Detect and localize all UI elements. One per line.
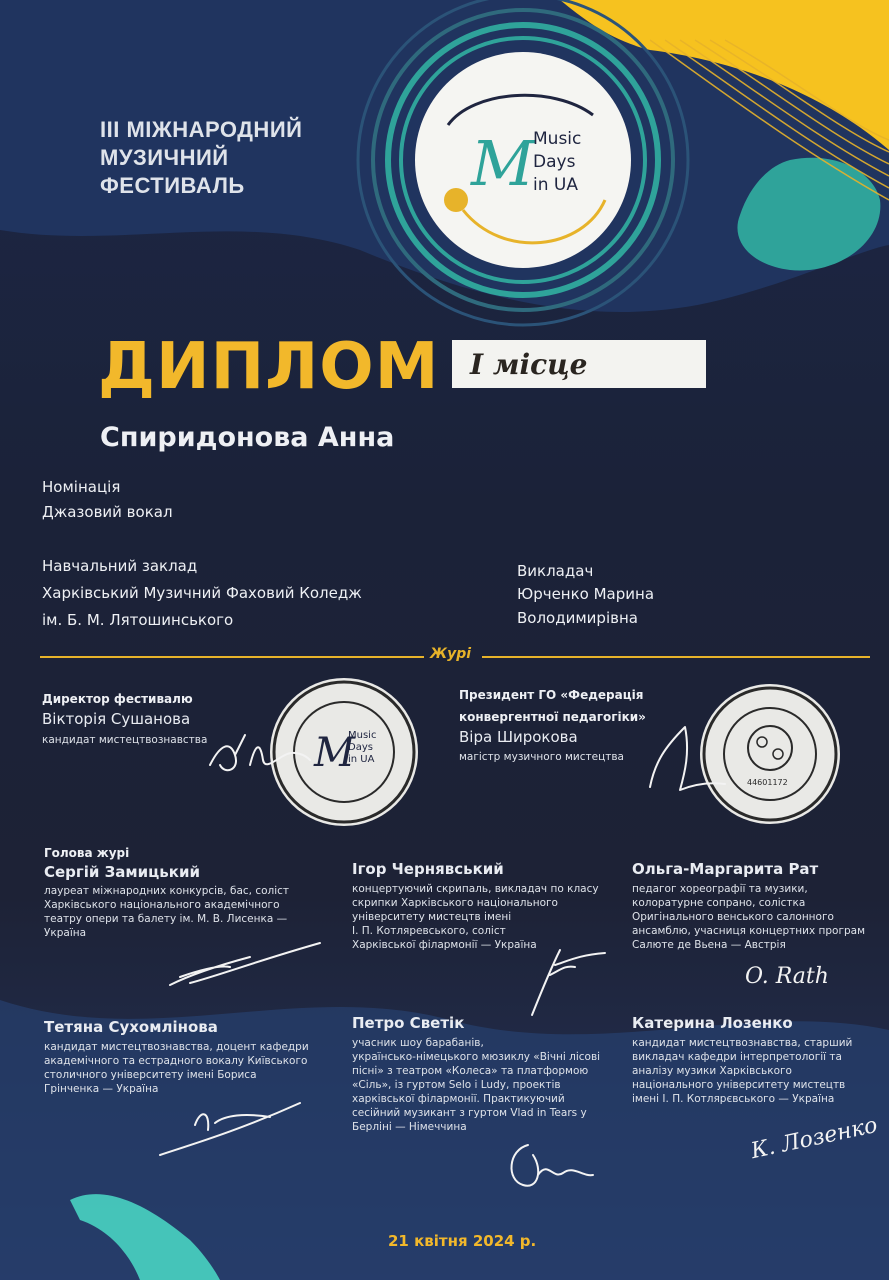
- director-title: кандидат мистецтвознавства: [42, 734, 208, 746]
- desc-line: академічного та естрадного вокалу Київського: [44, 1055, 308, 1067]
- nomination-value: Джазовий вокал: [42, 503, 173, 521]
- diploma-date: 21 квітня 2024 р.: [388, 1232, 537, 1250]
- header-line-3: ФЕСТИВАЛЬ: [100, 173, 245, 198]
- desc-line: учасник шоу барабанів,: [352, 1037, 484, 1049]
- jury-signature-5: [498, 1135, 598, 1195]
- president-role-line-1: Президент ГО «Федерація: [459, 688, 644, 702]
- place-box: [452, 340, 706, 388]
- jury-signature-2: [520, 935, 610, 1020]
- desc-line: столичного університету імені Бориса: [44, 1069, 257, 1081]
- desc-line: «Сіль», із гуртом Selo і Ludy, проектів: [352, 1079, 561, 1091]
- desc-line: І. П. Котляревського, соліст: [352, 925, 506, 937]
- teacher-line-2: Володимирівна: [517, 609, 638, 627]
- jury-member-desc: [44, 1040, 309, 1096]
- desc-line: імені І. П. Котлярєвського — Україна: [632, 1093, 835, 1105]
- jury-head-role: Голова журі: [44, 846, 130, 860]
- director-signature: [205, 725, 315, 785]
- desc-line: педагог хореографії та музики,: [632, 883, 808, 895]
- desc-line: українсько-німецького мюзиклу «Вічні лісові: [352, 1051, 601, 1063]
- jury-member-desc: [632, 1036, 852, 1106]
- president-signature: [640, 712, 730, 802]
- desc-line: викладач кафедри інтерпретології та: [632, 1051, 842, 1063]
- jury-label: Журі: [430, 646, 472, 662]
- desc-line: харківської філармонії. Практикуючий: [352, 1093, 565, 1105]
- director-name: Вікторія Сушанова: [42, 710, 191, 728]
- jury-signature-1: [160, 935, 330, 995]
- stamp-line-1: Music: [348, 730, 377, 741]
- jury-divider-right: [482, 656, 870, 658]
- president-name: Віра Широкова: [459, 728, 578, 746]
- festival-header: [100, 116, 302, 200]
- desc-line: Салюте де Вьена — Австрія: [632, 939, 786, 951]
- teacher-label: Викладач: [517, 562, 594, 580]
- desc-line: аналізу музики Харківського: [632, 1065, 792, 1077]
- desc-line: кандидат мистецтвознавства, доцент кафедри: [44, 1041, 309, 1053]
- institution-line-1: Харківський Музичний Фаховий Коледж: [42, 584, 362, 602]
- stamp-logo-text: [348, 730, 376, 766]
- logo-line-1: Music: [533, 129, 582, 149]
- logo-rings-icon: [353, 0, 693, 340]
- desc-line: пісні» з театром «Колеса» та платформою: [352, 1065, 589, 1077]
- desc-line: сесійний музикант з гуртом Vlad in Tears у: [352, 1107, 587, 1119]
- desc-line: Харківського національного академічного: [44, 899, 280, 911]
- desc-line: університету мистецтв імені: [352, 911, 512, 923]
- desc-line: Берліні — Німеччина: [352, 1121, 467, 1133]
- institution-label: Навчальний заклад: [42, 557, 198, 575]
- jury-divider-left: [40, 656, 424, 658]
- institution-line-2: ім. Б. М. Лятошинського: [42, 611, 234, 629]
- desc-line: театру опери та балету ім. М. В. Лисенка —: [44, 913, 288, 925]
- desc-line: Україна: [44, 927, 87, 939]
- jury-member-name: Сергій Замицький: [44, 863, 200, 881]
- jury-member-name: Тетяна Сухомлінова: [44, 1018, 218, 1036]
- desc-line: колоратурне сопрано, солістка: [632, 897, 806, 909]
- desc-line: національного університету мистецтв: [632, 1079, 846, 1091]
- desc-line: ансамблю, учасниця концертних програм: [632, 925, 865, 937]
- svg-text:M: M: [314, 730, 355, 776]
- logo-line-2: Days: [533, 152, 576, 172]
- rath-signature: O. Rath: [745, 964, 829, 989]
- logo-text: [533, 128, 581, 197]
- logo-line-3: in UA: [533, 175, 578, 195]
- jury-member-desc: [44, 884, 289, 940]
- diploma-title: ДИПЛОМ: [98, 330, 440, 404]
- svg-text:M: M: [471, 127, 535, 200]
- lozenko-signature: К. Лозенко: [748, 1112, 880, 1165]
- place-text: I місце: [470, 348, 588, 381]
- jury-member-name: Ольга-Маргарита Рат: [632, 860, 819, 878]
- jury-member-name: Ігор Чернявський: [352, 860, 504, 878]
- stamp-line-2: Days: [348, 742, 373, 753]
- desc-line: Харківської філармонії — Україна: [352, 939, 537, 951]
- desc-line: скрипки Харківського національного: [352, 897, 558, 909]
- recipient-name: Спиридонова Анна: [100, 422, 395, 453]
- federation-stamp-code: 44601172: [747, 778, 788, 787]
- festival-logo: [353, 0, 693, 340]
- header-line-2: МУЗИЧНИЙ: [100, 145, 229, 170]
- jury-member-name: Петро Светік: [352, 1014, 465, 1032]
- desc-line: лауреат міжнародних конкурсів, бас, соліст: [44, 885, 290, 897]
- header-line-1: ІІІ МІЖНАРОДНИЙ: [100, 117, 303, 142]
- jury-member-desc: [352, 1036, 600, 1134]
- president-role-line-2: конвергентної педагогіки»: [459, 710, 646, 724]
- nomination-label: Номінація: [42, 478, 121, 496]
- stamp-line-3: in UA: [348, 754, 375, 765]
- president-title: магістр музичного мистецтва: [459, 751, 624, 763]
- desc-line: кандидат мистецтвознавства, старший: [632, 1037, 853, 1049]
- desc-line: Оригінального венського салонного: [632, 911, 834, 923]
- jury-signature-4: [150, 1095, 310, 1160]
- desc-line: Грінченка — Україна: [44, 1083, 159, 1095]
- jury-member-name: Катерина Лозенко: [632, 1014, 793, 1032]
- director-role: Директор фестивалю: [42, 692, 193, 706]
- teacher-line-1: Юрченко Марина: [517, 585, 655, 603]
- desc-line: концертуючий скрипаль, викладач по класу: [352, 883, 599, 895]
- jury-member-desc: [632, 882, 865, 952]
